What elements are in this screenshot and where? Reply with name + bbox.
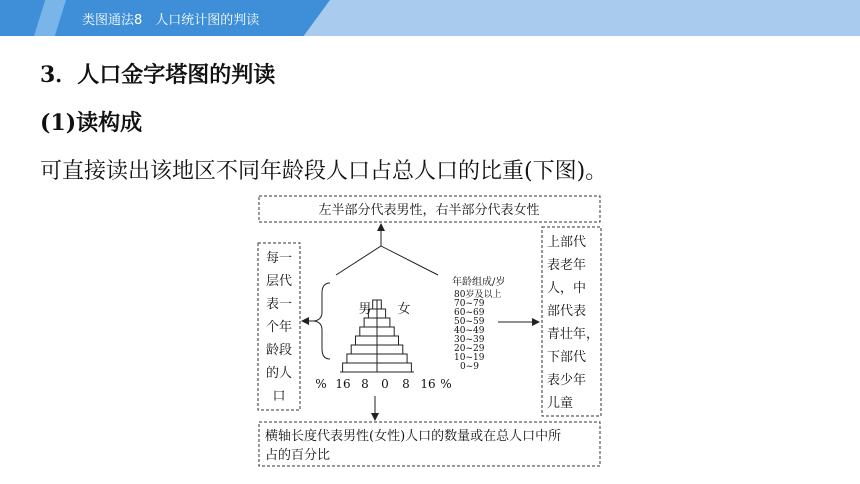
svg-text:8: 8 — [402, 377, 410, 391]
age-groups — [454, 288, 501, 372]
svg-text:上部代: 上部代 — [547, 235, 587, 250]
svg-text:儿童: 儿童 — [547, 396, 574, 411]
svg-text:表老年: 表老年 — [547, 258, 587, 273]
right-note — [547, 235, 599, 411]
svg-text:表少年: 表少年 — [547, 373, 587, 388]
svg-text:下部代: 下部代 — [547, 350, 587, 365]
svg-text:30~39: 30~39 — [454, 335, 485, 345]
svg-text:青壮年，: 青壮年， — [547, 327, 600, 342]
age-title: 年龄组成/岁 — [452, 277, 506, 288]
svg-text:50~59: 50~59 — [454, 317, 485, 327]
svg-text:8: 8 — [361, 377, 369, 391]
svg-text:龄段: 龄段 — [265, 343, 293, 358]
section-paragraph: 可直接读出该地区不同年龄段人口占总人口的比重(下图)。 — [40, 159, 608, 184]
svg-text:人，中: 人，中 — [547, 281, 587, 296]
svg-text:的人: 的人 — [265, 366, 293, 381]
female-label: 女 — [397, 302, 411, 317]
svg-text:20~29: 20~29 — [454, 344, 485, 354]
svg-text:%: % — [315, 377, 327, 391]
header-title: 类图通法8 人口统计图的判读 — [82, 13, 260, 28]
svg-text:0~9: 0~9 — [460, 362, 479, 372]
svg-text:40~49: 40~49 — [454, 326, 485, 336]
svg-text:0: 0 — [381, 377, 389, 391]
male-label: 男 — [358, 302, 372, 317]
left-note — [266, 251, 292, 404]
svg-text:16: 16 — [420, 377, 436, 391]
svg-text:60~69: 60~69 — [454, 308, 485, 318]
left-brace — [314, 283, 330, 359]
svg-text:10~19: 10~19 — [454, 353, 485, 363]
svg-text:%: % — [440, 377, 452, 391]
axis-labels — [315, 377, 451, 391]
bottom-note-line-2: 占的百分比 — [265, 448, 331, 463]
svg-text:每一: 每一 — [265, 251, 293, 266]
svg-text:80岁及以上: 80岁及以上 — [454, 290, 502, 300]
svg-text:个年: 个年 — [265, 320, 293, 335]
svg-text:16: 16 — [335, 377, 351, 391]
bottom-note-line-1: 横轴长度代表男性(女性)人口的数量或在总人口中所 — [265, 429, 562, 444]
section-subheading: (1)读构成 — [40, 110, 143, 136]
svg-text:口: 口 — [272, 389, 286, 404]
top-note: 左半部分代表男性，右半部分代表女性 — [318, 203, 540, 218]
svg-text:表一: 表一 — [265, 297, 293, 312]
svg-text:70~79: 70~79 — [454, 299, 485, 309]
svg-text:层代: 层代 — [265, 274, 293, 289]
roof-lines — [336, 246, 438, 275]
svg-text:部代表: 部代表 — [547, 304, 587, 319]
section-heading: 3．人口金字塔图的判读 — [40, 62, 276, 88]
